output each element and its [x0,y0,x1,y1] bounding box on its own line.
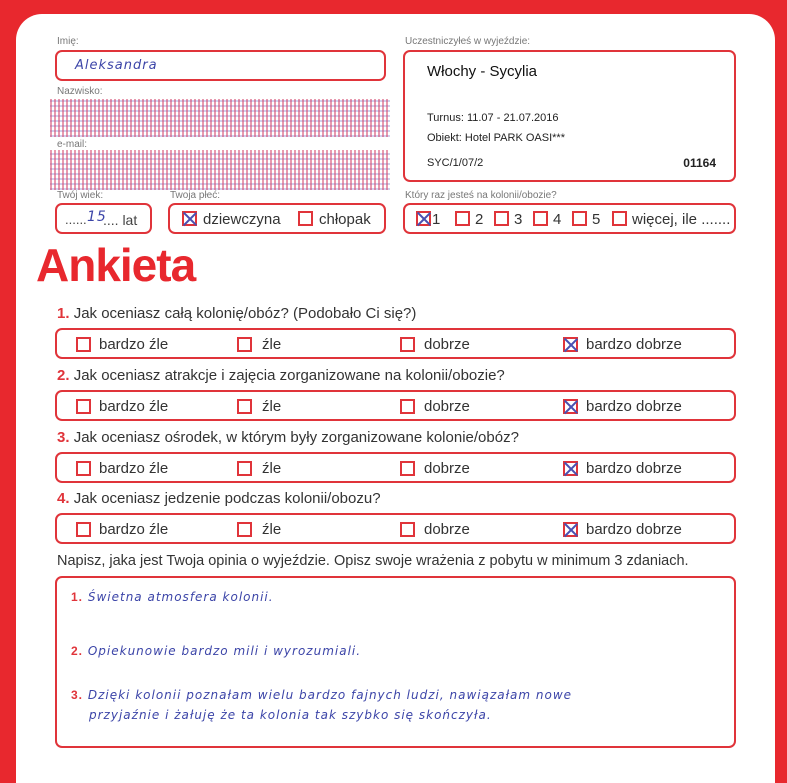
gender-girl-checkbox[interactable] [182,211,197,226]
q1-very-bad-checkbox[interactable] [76,337,91,352]
times-3-label: 3 [514,211,523,228]
age-label: Twój wiek: [57,190,104,201]
question-1-label: Jak oceniasz całą kolonię/obóz? (Podobało Ci się?) [73,305,417,322]
q4-very-good-label: bardzo dobrze [586,521,682,538]
age-prefix: ...... [65,212,87,227]
opinion-1-number: 1. [71,590,84,604]
opinion-2-line-1: Opiekunowie bardzo mili i wyrozumiali. [87,644,362,658]
opinion-box[interactable] [55,576,736,748]
q2-bad-label: źle [262,398,282,415]
times-more-label: więcej, ile ....... [632,211,731,228]
age-value: 15 [87,209,107,225]
trip-destination: Włochy - Sycylia [427,63,538,80]
q4-bad-checkbox[interactable] [237,522,252,537]
q2-good-label: dobrze [424,398,470,415]
q3-bad-checkbox[interactable] [237,461,252,476]
trip-object-row [427,132,565,144]
times-2-checkbox[interactable] [455,211,470,226]
q4-very-bad-checkbox[interactable] [76,522,91,537]
question-2-number: 2. [57,367,70,384]
q1-bad-label: źle [262,336,282,353]
times-1-label: 1 [432,211,441,228]
q3-very-good-label: bardzo dobrze [586,460,682,477]
times-5-checkbox[interactable] [572,211,587,226]
q3-very-bad-label: bardzo źle [99,460,169,477]
name-label: Imię: [57,36,79,47]
q2-very-bad-label: bardzo źle [99,398,169,415]
question-1-number: 1. [57,305,70,322]
q3-good-label: dobrze [424,460,470,477]
q1-bad-checkbox[interactable] [237,337,252,352]
trip-code: SYC/1/07/2 [427,157,484,169]
question-1-options [55,328,736,359]
trip-turnus-row [427,112,559,124]
opinion-3-line-1: Dzięki kolonii poznałam wielu bardzo fajnych ludzi, nawiązałam nowe [87,688,573,702]
times-4-label: 4 [553,211,562,228]
q3-good-checkbox[interactable] [400,461,415,476]
gender-boy-label: chłopak [319,211,371,228]
email-label: e-mail: [57,139,88,150]
q1-good-label: dobrze [424,336,470,353]
turnus-label: Turnus: [427,112,464,124]
age-suffix: .... lat [103,212,138,228]
question-2-label: Jak oceniasz atrakcje i zajęcia zorganizowane na kolonii/obozie? [73,367,505,384]
q4-good-checkbox[interactable] [400,522,415,537]
opinion-3-line-2: przyjaźnie i żałuję że ta kolonia tak szybko się skończyła. [89,708,492,722]
question-2-options [55,390,736,421]
question-4-options [55,513,736,544]
trip-info-box [403,50,736,182]
q1-very-good-checkbox[interactable] [563,337,578,352]
gender-girl-label: dziewczyna [203,211,281,228]
q4-very-good-checkbox[interactable] [563,522,578,537]
name-value: Aleksandra [75,58,158,73]
q4-bad-label: źle [262,521,282,538]
question-2-text [57,367,505,384]
q1-very-bad-label: bardzo źle [99,336,169,353]
times-label: Który raz jesteś na kolonii/obozie? [405,190,557,201]
opinion-2-number: 2. [71,644,84,658]
object-value: Hotel PARK OASI*** [464,132,565,144]
trip-label: Uczestniczyłeś w wyjeździe: [405,36,531,47]
email-redacted [50,150,390,190]
q2-very-bad-checkbox[interactable] [76,399,91,414]
q2-bad-checkbox[interactable] [237,399,252,414]
question-4-text [57,490,381,507]
times-field [403,203,736,234]
gender-boy-checkbox[interactable] [298,211,313,226]
opinion-3-row [71,688,572,702]
age-field[interactable] [55,203,152,234]
times-5-label: 5 [592,211,601,228]
trip-number: 01164 [683,156,716,170]
times-4-checkbox[interactable] [533,211,548,226]
opinion-3-number: 3. [71,688,84,702]
q3-very-bad-checkbox[interactable] [76,461,91,476]
opinion-1-line-1: Świetna atmosfera kolonii. [87,590,274,604]
question-3-label: Jak oceniasz ośrodek, w którym były zorganizowane kolonie/obóz? [73,429,519,446]
object-label: Obiekt: [427,132,462,144]
survey-title: Ankieta [36,239,196,291]
times-more-checkbox[interactable] [612,211,627,226]
name-field[interactable] [55,50,386,81]
question-4-label: Jak oceniasz jedzenie podczas kolonii/obozu? [73,490,381,507]
opinion-1-row [71,590,274,604]
turnus-value: 11.07 - 21.07.2016 [466,112,559,124]
opinion-prompt: Napisz, jaka jest Twoja opinia o wyjeździe. Opisz swoje wrażenia z pobytu w minimum 3 zdaniach. [57,553,689,569]
question-3-text [57,429,519,446]
times-1-checkbox[interactable] [416,211,431,226]
q3-very-good-checkbox[interactable] [563,461,578,476]
q1-good-checkbox[interactable] [400,337,415,352]
surname-label: Nazwisko: [57,86,103,97]
q4-very-bad-label: bardzo źle [99,521,169,538]
question-1-text [57,305,416,322]
opinion-2-row [71,644,361,658]
question-3-number: 3. [57,429,70,446]
gender-field [168,203,386,234]
question-3-options [55,452,736,483]
q2-very-good-label: bardzo dobrze [586,398,682,415]
q3-bad-label: źle [262,460,282,477]
q2-very-good-checkbox[interactable] [563,399,578,414]
q4-good-label: dobrze [424,521,470,538]
q2-good-checkbox[interactable] [400,399,415,414]
question-4-number: 4. [57,490,70,507]
q1-very-good-label: bardzo dobrze [586,336,682,353]
times-3-checkbox[interactable] [494,211,509,226]
surname-redacted [50,99,390,137]
gender-label: Twoja płeć: [170,190,221,201]
times-2-label: 2 [475,211,484,228]
